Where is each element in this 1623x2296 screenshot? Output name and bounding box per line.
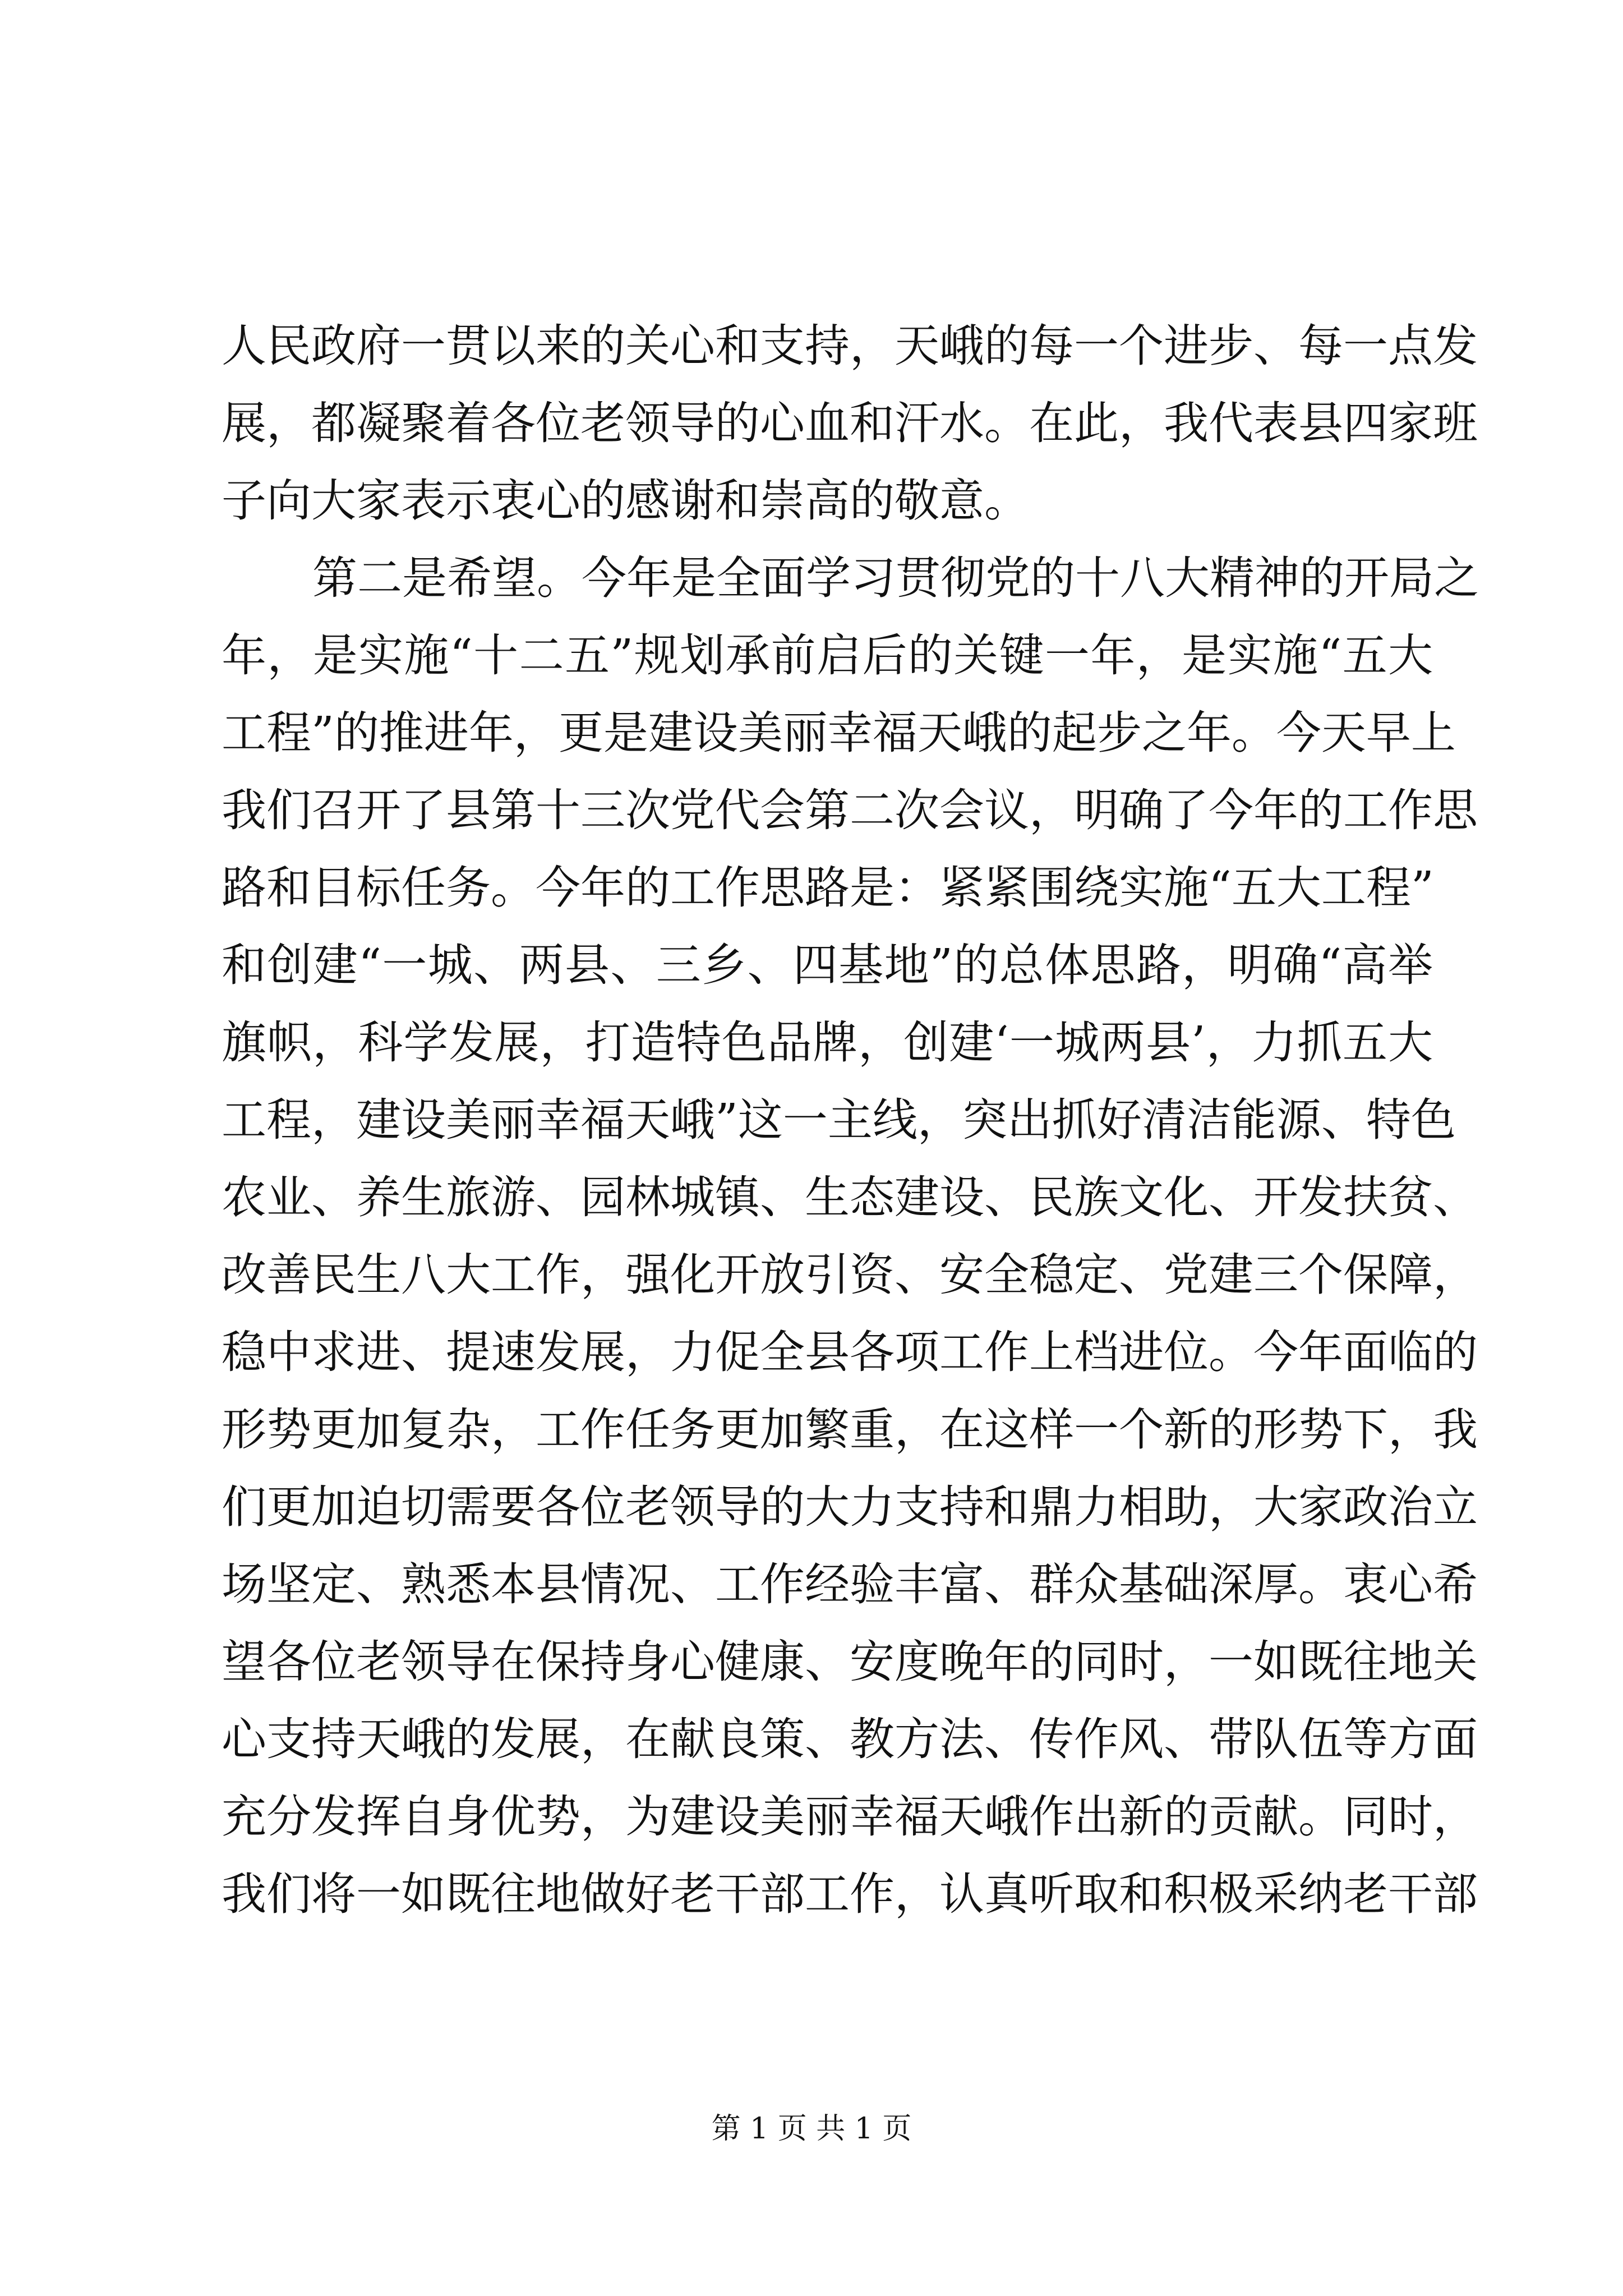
- text-line: 农业、养生旅游、园林城镇、生态建设、民族文化、开发扶贫、: [222, 1171, 1478, 1223]
- text-line: 第二是希望。今年是全面学习贯彻党的十八大精神的开局之: [312, 552, 1479, 604]
- text-line: 旗帜，科学发展，打造特色品牌，创建‘一城两县’，力抓五大: [222, 1016, 1433, 1069]
- text-line: 望各位老领导在保持身心健康、安度晚年的同时，一如既往地关: [222, 1636, 1478, 1688]
- text-line: 形势更加复杂，工作任务更加繁重，在这样一个新的形势下，我: [222, 1404, 1478, 1456]
- text-line: 工程”的推进年，更是建设美丽幸福天峨的起步之年。今天早上: [222, 707, 1456, 759]
- body-text: [222, 307, 1479, 1933]
- text-line: 人民政府一贯以来的关心和支持，天峨的每一个进步、每一点发: [222, 320, 1478, 372]
- text-line: 们更加迫切需要各位老领导的大力支持和鼎力相助，大家政治立: [222, 1481, 1478, 1533]
- text-line: 心支持天峨的发展，在献良策、教方法、传作风、带队伍等方面: [222, 1713, 1478, 1765]
- text-line: 年，是实施“十二五”规划承前启后的关键一年，是实施“五大: [222, 629, 1433, 682]
- text-line: 我们将一如既往地做好老干部工作，认真听取和积极采纳老干部: [222, 1868, 1478, 1920]
- text-line: 和创建“一城、两县、三乡、四基地”的总体思路，明确“高举: [222, 939, 1433, 991]
- text-line: 展，都凝聚着各位老领导的心血和汗水。在此，我代表县四家班: [222, 397, 1478, 449]
- text-line: 我们召开了县第十三次党代会第二次会议，明确了今年的工作思: [222, 784, 1478, 836]
- paragraph: [222, 540, 1479, 1933]
- text-line: 充分发挥自身优势，为建设美丽幸福天峨作出新的贡献。同时，: [222, 1791, 1478, 1843]
- text-line: 子向大家表示衷心的感谢和崇高的敬意。: [222, 475, 1029, 527]
- text-line: 工程，建设美丽幸福天峨”这一主线，突出抓好清洁能源、特色: [222, 1094, 1456, 1146]
- text-line: 路和目标任务。今年的工作思路是：紧紧围绕实施“五大工程”: [222, 862, 1434, 914]
- text-line: 场坚定、熟悉本县情况、工作经验丰富、群众基础深厚。衷心希: [222, 1558, 1478, 1611]
- text-line: 改善民生八大工作，强化开放引资、安全稳定、党建三个保障，: [222, 1249, 1478, 1301]
- page-footer: 第 1 页 共 1 页: [711, 2112, 912, 2146]
- text-line: 稳中求进、提速发展，力促全县各项工作上档进位。今年面临的: [222, 1326, 1478, 1378]
- paragraph: [222, 307, 1478, 540]
